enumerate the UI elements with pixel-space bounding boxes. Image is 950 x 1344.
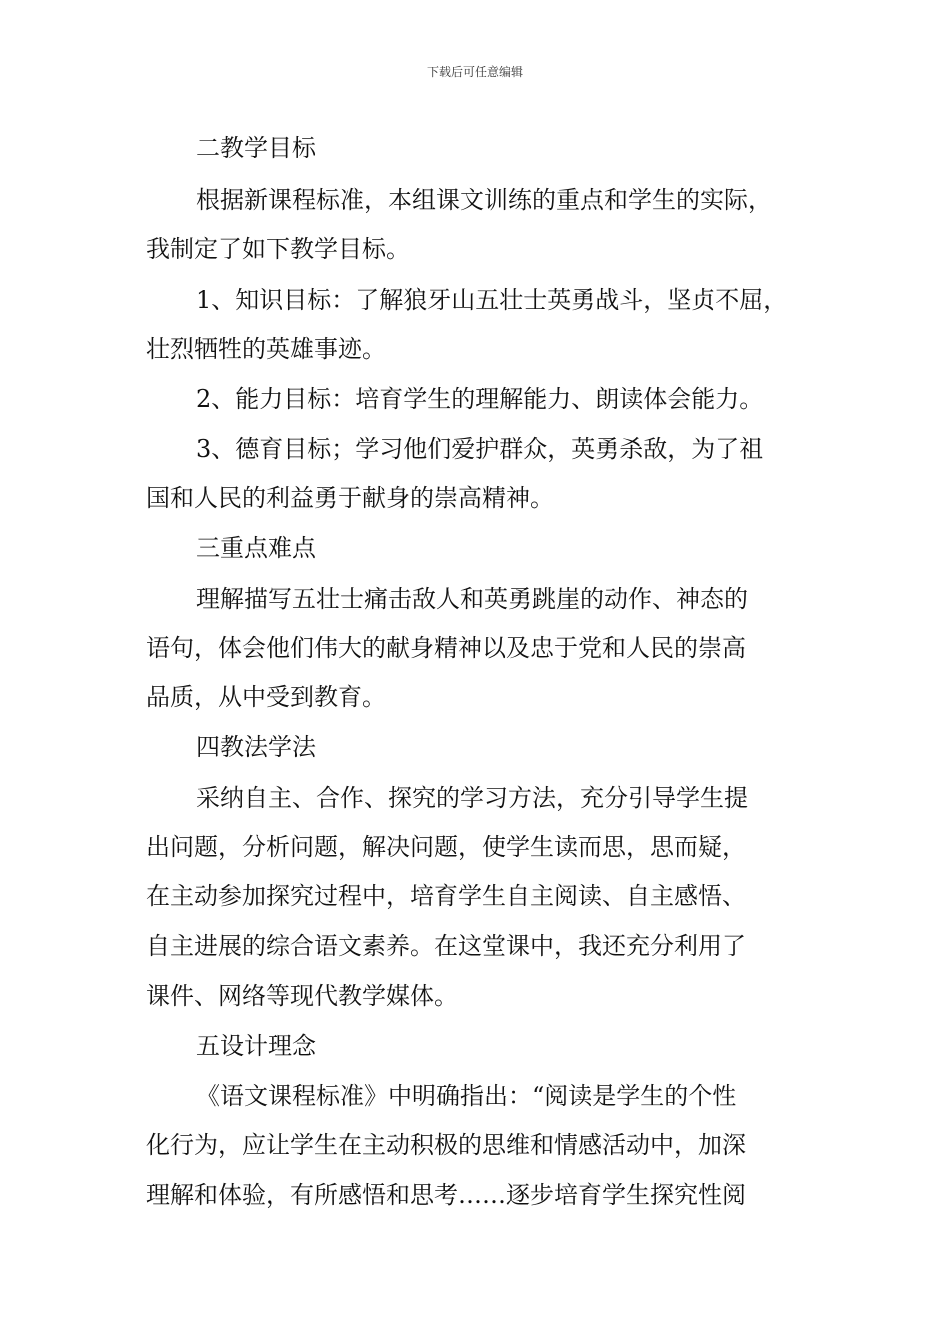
section-heading-methods: 四教法学法: [196, 733, 316, 761]
page-header: 下载后可任意编辑: [426, 65, 523, 79]
section-heading-design-concept: 五设计理念: [196, 1032, 316, 1060]
paragraph-line: 采纳自主、合作、探究的学习方法，充分引导学生提: [196, 784, 748, 812]
section-heading-key-points: 三重点难点: [196, 534, 316, 562]
paragraph-line: 理解描写五壮士痛击敌人和英勇跳崖的动作、神态的: [196, 585, 748, 613]
paragraph-line: 根据新课程标准，本组课文训练的重点和学生的实际，: [196, 186, 772, 214]
paragraph-line: 理解和体验，有所感悟和思考……逐步培育学生探究性阅: [146, 1181, 746, 1209]
paragraph-line: 自主进展的综合语文素养。在这堂课中，我还充分利用了: [146, 932, 746, 960]
paragraph-line: 课件、网络等现代教学媒体。: [146, 982, 458, 1010]
paragraph-line: 国和人民的利益勇于献身的崇高精神。: [146, 484, 554, 512]
paragraph-line: 《语文课程标准》中明确指出：“阅读是学生的个性: [196, 1082, 737, 1110]
paragraph-line: 出问题，分析问题，解决问题，使学生读而思，思而疑，: [146, 833, 746, 861]
paragraph-line: 1、知识目标：了解狼牙山五壮士英勇战斗，坚贞不屈，: [196, 286, 788, 314]
paragraph-line: 在主动参加探究过程中，培育学生自主阅读、自主感悟、: [146, 882, 746, 910]
paragraph-line: 3、德育目标；学习他们爱护群众，英勇杀敌，为了祖: [196, 435, 764, 463]
paragraph-line: 壮烈牺牲的英雄事迹。: [146, 335, 386, 363]
paragraph-line: 我制定了如下教学目标。: [146, 235, 410, 263]
paragraph-line: 品质，从中受到教育。: [146, 683, 386, 711]
paragraph-line: 2、能力目标：培育学生的理解能力、朗读体会能力。: [196, 385, 764, 413]
paragraph-line: 化行为，应让学生在主动积极的思维和情感活动中，加深: [146, 1131, 746, 1159]
section-heading-teaching-goals: 二教学目标: [196, 134, 316, 162]
paragraph-line: 语句，体会他们伟大的献身精神以及忠于党和人民的崇高: [146, 634, 746, 662]
